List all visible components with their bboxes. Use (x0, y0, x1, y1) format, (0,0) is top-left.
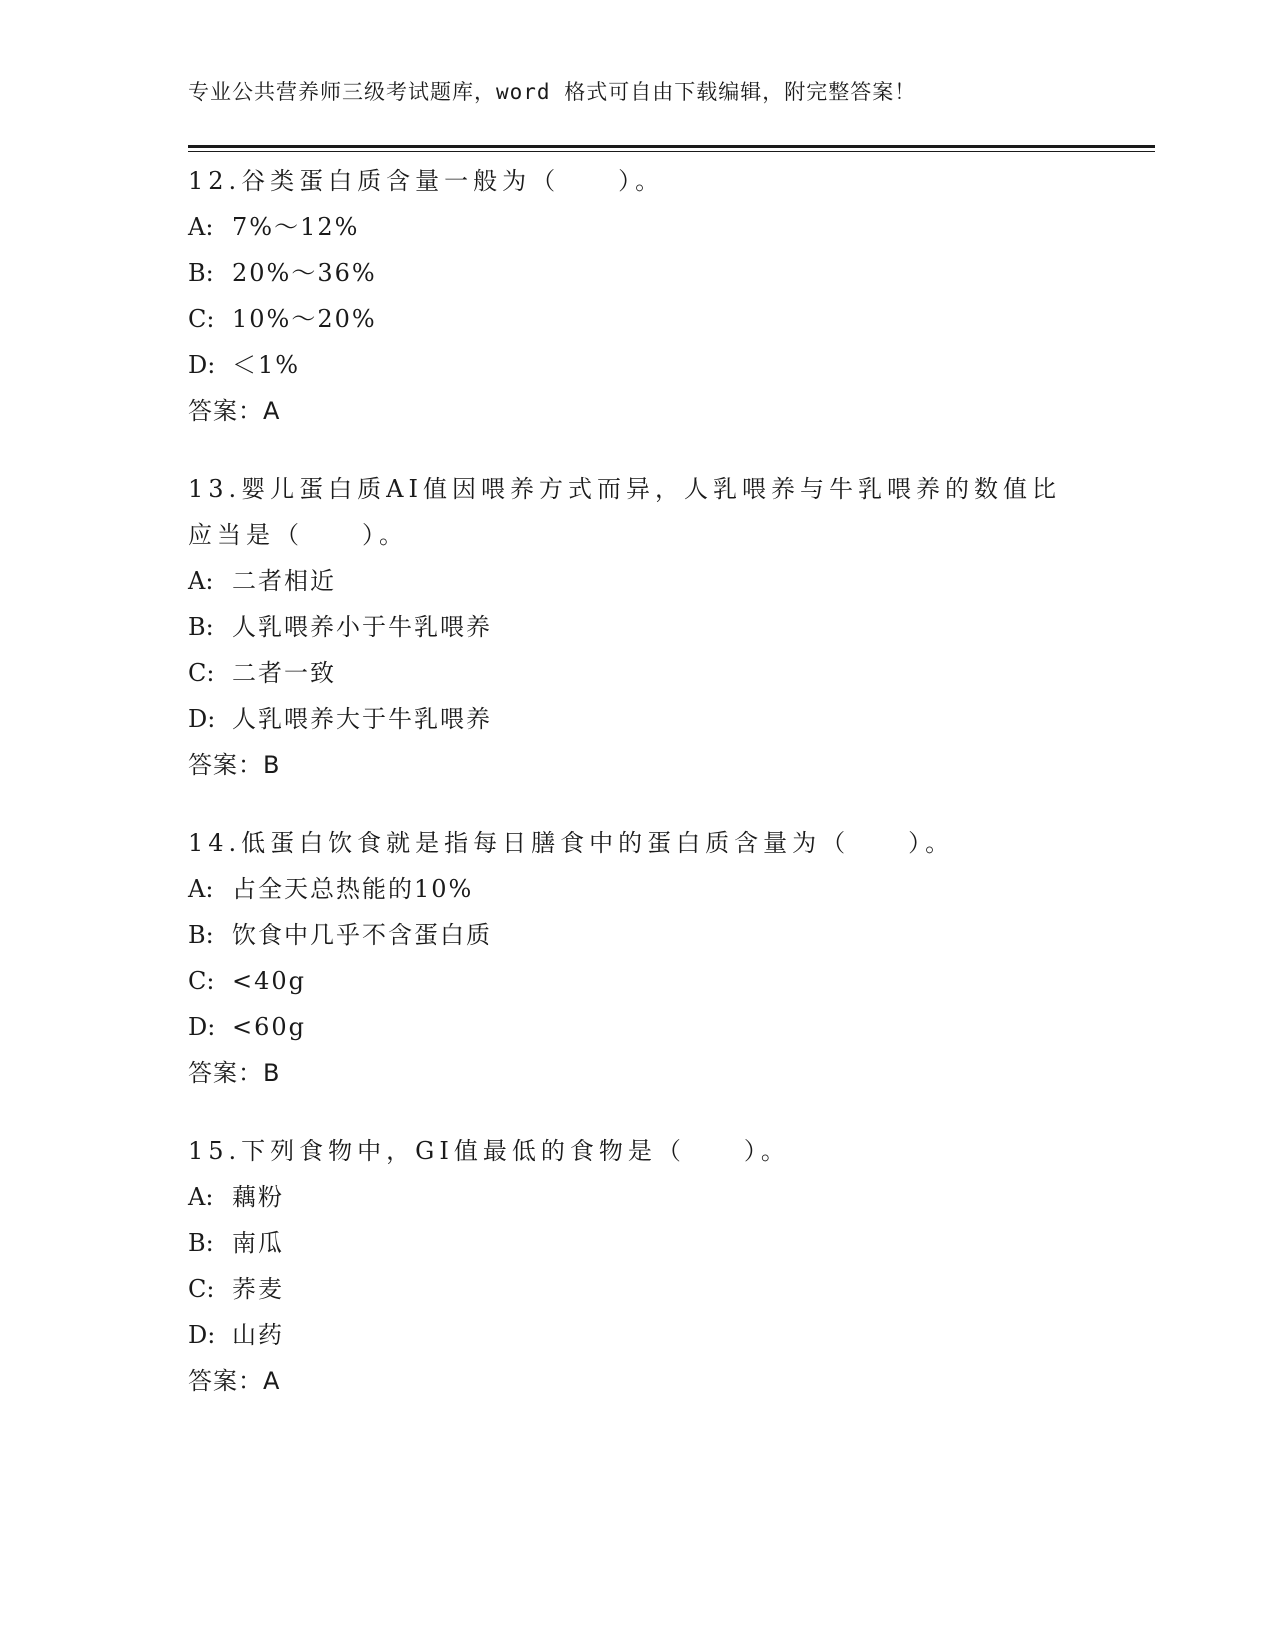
question-13 (188, 466, 1088, 788)
answer-line: 答案：B (188, 751, 281, 779)
option-c (188, 650, 1088, 696)
option-letter: D: (188, 1321, 216, 1349)
option-text: 二者相近 (232, 567, 336, 595)
option-letter: B: (188, 613, 214, 641)
option-text: 占全天总热能的10% (232, 875, 474, 903)
question-list (188, 158, 1088, 1436)
option-text: 南瓜 (232, 1229, 284, 1257)
option-b (188, 250, 1088, 296)
header-divider-thick (188, 145, 1155, 148)
option-letter: C: (188, 967, 215, 995)
option-letter: A: (188, 875, 214, 903)
option-a (188, 866, 1088, 912)
option-letter: B: (188, 1229, 214, 1257)
question-12 (188, 158, 1088, 434)
answer-line: 答案：A (188, 397, 281, 425)
option-letter: B: (188, 921, 214, 949)
option-d (188, 342, 1088, 388)
option-d (188, 696, 1088, 742)
option-a (188, 558, 1088, 604)
option-c (188, 296, 1088, 342)
option-text: ＜1% (232, 351, 301, 379)
option-text: <40g (232, 967, 307, 995)
option-c (188, 958, 1088, 1004)
option-letter: D: (188, 1013, 216, 1041)
option-a (188, 204, 1088, 250)
option-text: <60g (232, 1013, 307, 1041)
option-letter: A: (188, 1183, 214, 1211)
option-text: 10%～20% (232, 305, 377, 333)
option-letter: C: (188, 659, 215, 687)
option-text: 7%～12% (232, 213, 360, 241)
page-header: 专业公共营养师三级考试题库，word 格式可自由下载编辑，附完整答案！ (188, 80, 917, 104)
option-letter: D: (188, 705, 216, 733)
header-divider-thin (188, 151, 1155, 152)
question-stem: 14.低蛋白饮食就是指每日膳食中的蛋白质含量为（ ）。 (188, 829, 955, 857)
answer-line: 答案：A (188, 1367, 281, 1395)
option-letter: D: (188, 351, 216, 379)
option-letter: B: (188, 259, 214, 287)
answer-line: 答案：B (188, 1059, 281, 1087)
option-d (188, 1312, 1088, 1358)
option-text: 二者一致 (232, 659, 336, 687)
option-b (188, 912, 1088, 958)
option-text: 藕粉 (232, 1183, 284, 1211)
option-letter: A: (188, 567, 214, 595)
option-text: 山药 (232, 1321, 284, 1349)
question-stem: 15.下列食物中，GI值最低的食物是（ ）。 (188, 1137, 790, 1165)
option-letter: A: (188, 213, 214, 241)
option-text: 人乳喂养大于牛乳喂养 (232, 705, 492, 733)
question-stem: 13.婴儿蛋白质AI值因喂养方式而异，人乳喂养与牛乳喂养的数值比应当是（ ）。 (188, 475, 1061, 549)
option-text: 20%～36% (232, 259, 377, 287)
option-b (188, 604, 1088, 650)
option-b (188, 1220, 1088, 1266)
question-stem: 12.谷类蛋白质含量一般为（ ）。 (188, 167, 665, 195)
question-14 (188, 820, 1088, 1096)
question-15 (188, 1128, 1088, 1404)
option-text: 饮食中几乎不含蛋白质 (232, 921, 492, 949)
option-c (188, 1266, 1088, 1312)
option-text: 人乳喂养小于牛乳喂养 (232, 613, 492, 641)
option-text: 荞麦 (232, 1275, 284, 1303)
option-letter: C: (188, 305, 215, 333)
option-d (188, 1004, 1088, 1050)
option-a (188, 1174, 1088, 1220)
option-letter: C: (188, 1275, 215, 1303)
